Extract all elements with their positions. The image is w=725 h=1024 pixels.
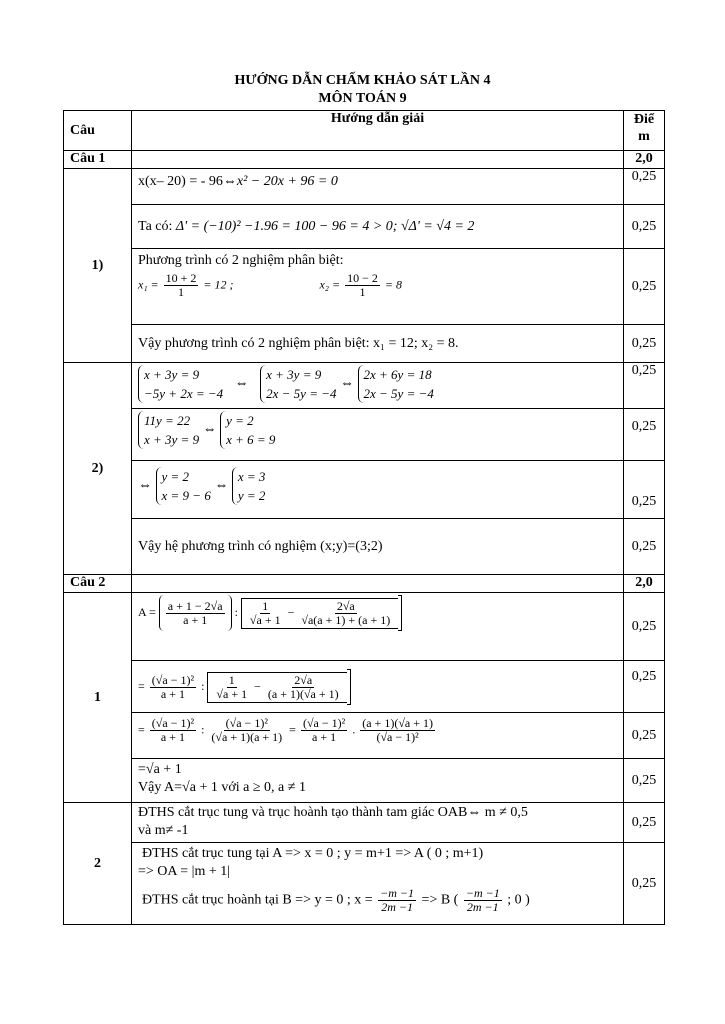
solution-step: Vậy hệ phương trình có nghiệm (x;y)=(3;2) <box>132 519 624 575</box>
score: 0,25 <box>624 249 665 325</box>
table-row <box>64 249 665 325</box>
answer-table <box>63 110 665 925</box>
score: 0,25 <box>624 169 665 205</box>
part-label: 1 <box>64 593 132 803</box>
table-row <box>64 661 665 713</box>
table-row <box>64 803 665 843</box>
solution-step: ĐTHS cắt trục tung tại A => x = 0 ; y = m+1 => A ( 0 ; m+1) => OA = |m + 1| ĐTHS cắt trục hoành tại B => y = 0 ; x = $\frac{-m -1}{2m -1}$ => B ( $\frac{-m -1}{2m -1}$ ; 0 ) <box>132 843 624 925</box>
solution-step: =√a + 1 Vậy A=√a + 1 với a ≥ 0, a ≠ 1 <box>132 759 624 803</box>
part-label: 2 <box>64 803 132 925</box>
solution-step: x + 3y = 9 −5y + 2x = −4 ⇔ x + 3y = 9 2x − 5y = −4 ⇔ 2x + 6y = 18 2x − 5y = −4 <box>132 363 624 409</box>
cau2-total: 2,0 <box>624 575 665 593</box>
solution-step: = $\frac{\text{(√a − 1)²}}{a + 1}$ : $\frac{1}{√a + 1}$ − $\frac{2√a}{(a + 1)(√a + 1)}$ <box>132 661 624 713</box>
table-row <box>64 713 665 759</box>
solution-step: ⇔ y = 2 x = 9 − 6 ⇔ x = 3 y = 2 <box>132 461 624 519</box>
solution-step: Vậy phương trình có 2 nghiệm phân biệt: x₁ = 12; x₂ = 8. <box>132 325 624 363</box>
table-row <box>64 409 665 461</box>
solution-step: = $\frac{\text{(√a − 1)²}}{a + 1}$ : $\frac{\text{(√a − 1)²}}{(√a + 1)(a + 1)}$ = $\frac{\text{(√a − 1)²}}{a + 1}$ . $\frac{(a + 1)(√a + 1)}{\text{(√a − 1)²}}$ <box>132 713 624 759</box>
table-row <box>64 843 665 925</box>
solution-step: ĐTHS cắt trục tung và trục hoành tạo thành tam giác OAB⇔ m ≠ 0,5 và m≠ -1 <box>132 803 624 843</box>
score: 0,25 <box>624 409 665 461</box>
score: 0,25 <box>624 205 665 249</box>
solution-step: Ta có: Δ' = (−10)² −1.96 = 100 − 96 = 4 > 0; √Δ' = √4 = 2 <box>132 205 624 249</box>
table-row <box>64 593 665 661</box>
section-row-cau1 <box>64 151 665 169</box>
score: 0,25 <box>624 593 665 661</box>
section-row-cau2 <box>64 575 665 593</box>
score: 0,25 <box>624 713 665 759</box>
page-title: HƯỚNG DẪN CHẤM KHẢO SÁT LẦN 4 <box>234 73 491 88</box>
score: 0,25 <box>624 661 665 713</box>
table-row <box>64 325 665 363</box>
page-subtitle: MÔN TOÁN 9 <box>318 91 407 106</box>
solution-step: A = $\frac{a + 1 - 2√a}{a + 1}$ : $\frac{1}{√a + 1}$ − $\frac{2√a}{√a(a + 1) + (a + 1)}$ <box>132 593 624 661</box>
table-row <box>64 519 665 575</box>
cau1-label: Câu 1 <box>64 151 132 169</box>
table-row <box>64 461 665 519</box>
header-diem: Điểm <box>624 111 665 151</box>
score: 0,25 <box>624 461 665 519</box>
part-label: 1) <box>64 169 132 363</box>
solution-step: 11y = 22 x + 3y = 9 ⇔ y = 2 x + 6 = 9 <box>132 409 624 461</box>
score: 0,25 <box>624 759 665 803</box>
table-row <box>64 169 665 205</box>
table-row <box>64 363 665 409</box>
table-header-row <box>64 111 665 151</box>
cau2-label: Câu 2 <box>64 575 132 593</box>
score: 0,25 <box>624 519 665 575</box>
score: 0,25 <box>624 843 665 925</box>
header-huong-dan: Hướng dẫn giải <box>132 111 624 151</box>
score: 0,25 <box>624 325 665 363</box>
score: 0,25 <box>624 803 665 843</box>
table-row <box>64 205 665 249</box>
score: 0,25 <box>624 363 665 409</box>
solution-step: x(x– 20) = - 96⇔x² − 20x + 96 = 0 <box>132 169 624 205</box>
solution-step: Phương trình có 2 nghiệm phân biệt: x₁ = $\frac{10 + 2}{1}$ = 12 ; x₂ = $\frac{10 - 2}{1}$ = 8 <box>132 249 624 325</box>
table-row <box>64 759 665 803</box>
part-label: 2) <box>64 363 132 575</box>
header-cau: Câu <box>64 111 132 151</box>
cau1-total: 2,0 <box>624 151 665 169</box>
